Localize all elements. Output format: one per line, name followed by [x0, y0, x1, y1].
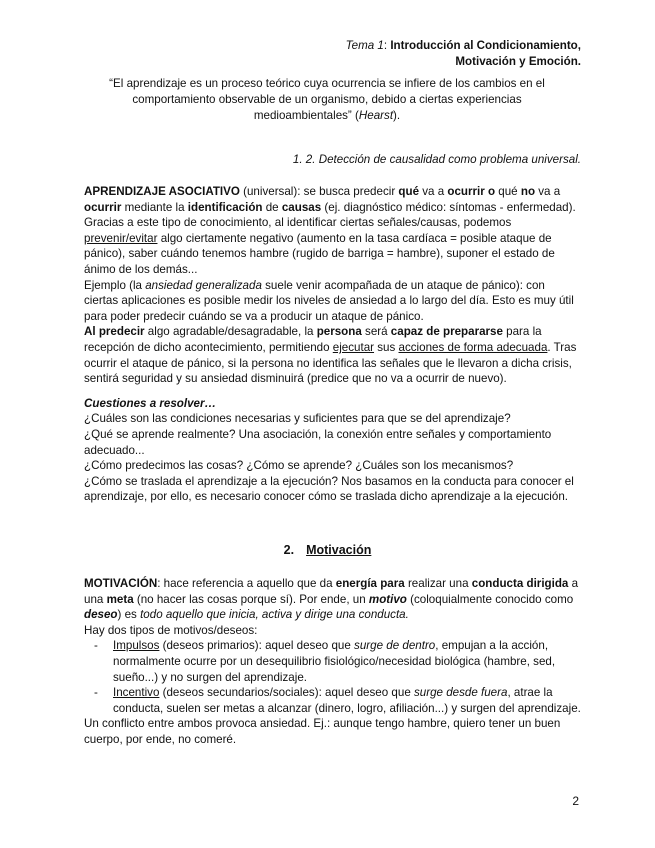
paragraph-motivacion: MOTIVACIÓN: hace referencia a aquello que da energía para realizar una conducta dirigida a una meta (no hacer las cosas porque sí). Por ende, un motivo (coloquialmente conocido como deseo) es todo aquello que inicia, activa y dirige una conducta. — [84, 577, 579, 622]
body-block-2 — [76, 576, 582, 748]
paragraph-ejemplo: Ejemplo (la ansiedad generalizada suele venir acompañada de un ataque de pánico): con ciertas aplicaciones es posible medir los niveles de ansiedad a lo largo del día. Esto es muy útil para poder predecir cuándo se va a producir un ataque de pánico. — [84, 278, 574, 323]
body-block-1 — [76, 184, 582, 505]
question-2: ¿Qué se aprende realmente? Una asociación, la conexión entre señales y comportamiento adecuado... — [84, 427, 552, 457]
tema-title-line1: Introducción al Condicionamiento, — [390, 39, 581, 52]
list-item-incentivo: - Incentivo (deseos secundarios/sociales): aquel deseo que surge desde fuera, atrae la conducta, suelen ser metas a alcanzar (dinero, logro, afiliación...) y surgen del aprendizaje. — [94, 686, 581, 715]
quote-text: “El aprendizaje es un proceso teórico cuya ocurrencia se infiere de los cambios en el comportamiento observable de un organismo, debido a ciertas experiencias medioambientales” ( — [109, 77, 545, 122]
paragraph-tipos: Hay dos tipos de motivos/deseos: — [84, 623, 258, 637]
quote-author: Hearst — [358, 109, 394, 122]
paragraph-conflicto: Un conflicto entre ambos provoca ansiedad. Ej.: aunque tengo hambre, quiero tener un buen cuerpo, por ende, no comeré. — [84, 717, 561, 746]
term-aprendizaje-asociativo: APRENDIZAJE ASOCIATIVO — [84, 185, 240, 198]
list-item-impulsos: - Impulsos (deseos primarios): aquel deseo que surge de dentro, empujan a la acción, normalmente ocurre por un desequilibrio fisiológico/necesidad biológica (hambre, sed, sueño...) y no surgen del aprendizaje. — [94, 639, 556, 684]
question-3: ¿Cómo predecimos las cosas? ¿Cómo se aprende? ¿Cuáles son los mecanismos? — [84, 459, 514, 473]
motive-list — [76, 638, 582, 716]
page-number: 2 — [572, 794, 579, 808]
section-number: 2. — [283, 543, 295, 557]
section-heading — [0, 543, 655, 557]
tema-label: Tema 1 — [345, 39, 384, 52]
section-subtitle: 1. 2. Detección de causalidad como problema universal. — [292, 153, 581, 166]
section-title: Motivación — [306, 543, 372, 557]
quote-end: ). — [393, 109, 401, 122]
question-4: ¿Cómo se traslada el aprendizaje a la ejecución? Nos basamos en la conducta para conocer el aprendizaje, por ello, es necesario conocer cómo se traslada dicho aprendizaje a la ejecución. — [84, 474, 574, 504]
cuestiones-title: Cuestiones a resolver… — [84, 396, 217, 410]
page-header: Tema 1: Introducción al Condicionamiento, Motivación y Emoción. — [345, 39, 581, 68]
opening-quote — [82, 76, 572, 124]
paragraph-predecir: Al predecir algo agradable/desagradable, la persona será capaz de prepararse para la recepción de dicho acontecimiento, permitiendo ejecutar sus acciones de forma adecuada. Tras ocurrir el ataque de pánico, si la persona no identifica las señales que le llevaron a dicha crisis, sentirá seguridad y su ansiedad disminuirá (predice que no va a ocurrir de nuevo). — [84, 325, 577, 386]
tema-title-line2: Motivación y Emoción. — [455, 55, 581, 68]
paragraph-aprendizaje: APRENDIZAJE ASOCIATIVO (universal): se busca predecir qué va a ocurrir o qué no va a ocurrir mediante la identificación de causas (ej. diagnóstico médico: síntomas - enfermedad). Gracias a este tipo de conocimiento, al identificar ciertas señales/causas, podemos prevenir/evitar algo ciertamente negativo (aumento en la tasa cardíaca = posible ataque de pánico), saber cuándo tenemos hambre (rugido de barriga = hambre), suponer el estado de ánimo de los demás... — [84, 185, 576, 276]
question-1: ¿Cuáles son las condiciones necesarias y suficientes para que se del aprendizaje? — [84, 412, 511, 426]
